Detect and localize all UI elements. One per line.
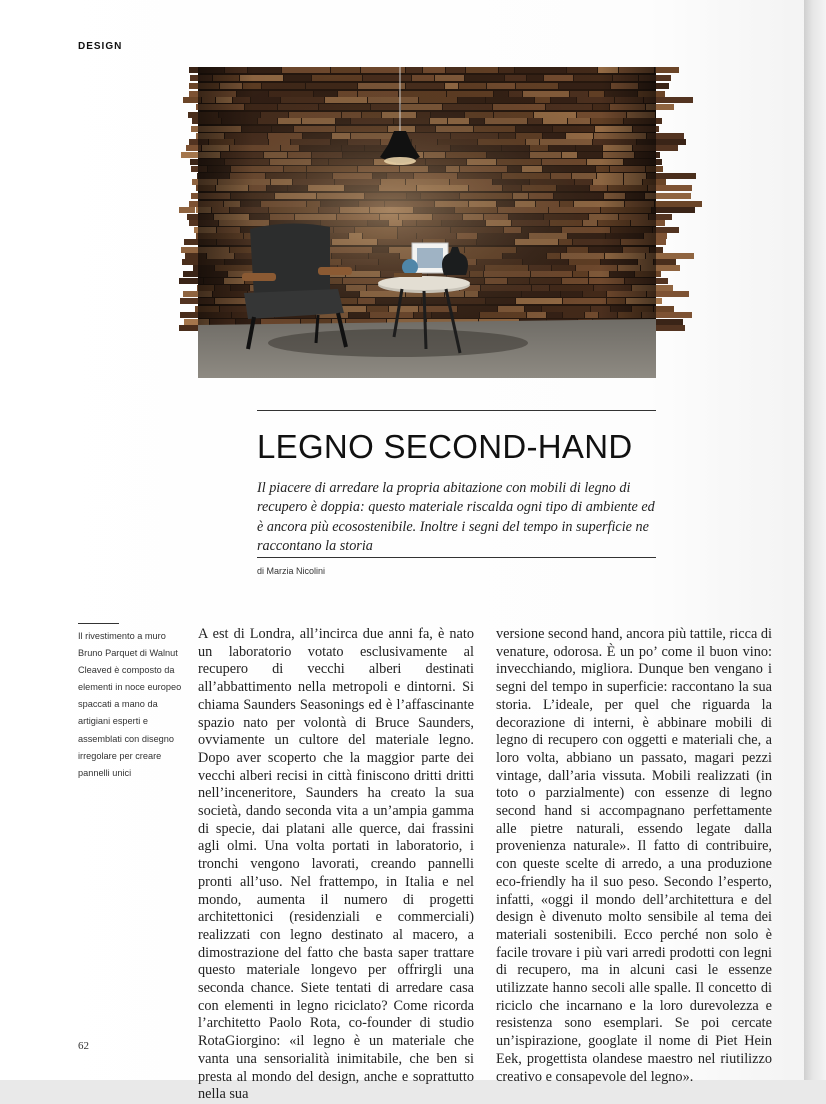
wood-block — [655, 325, 685, 331]
body-column-2: versione second hand, ancora più tattile, ricca di venature, odorosa. È un po’ come il buon vino: invecchiando, migliora. Dunque ben vengano i segni del tempo in superficie: raccontano la sua storia. L’ideale, per quel che riguarda la decorazione di interni, è abbinare mobili di legno di recupero con oggetti e materiali che, a loro volta, abbiano un passato, magari pezzi vintage, dall’aria vissuta. Mobili realizzati (in toto o parzialmente) con essenze di legno second hand si accompagnano perfettamente alle pietre naturali, essendo legate dalla provenienza naturale». Il fatto di contribuire, con queste scelte di arredo, a una produzione eco-friendly ha il suo peso. Secondo l’esperto, infatti, «oggi il mondo dell’architettura e del design è divenuto molto sensibile al tema dei materiali sostenibili. Ecco perché non solo è facile trovare i più vari arredi prodotti con legni di recupero, ma in alcuni casi le essenze utilizzate hanno secoli alle spalle. Il concetto di riciclo che incarnano e la loro durevolezza e resistenza sono esemplari. Se poi cercate un’ispirazione, googlate il nome di Piet Hein Eek, progettista olandese maestro nel riutilizzo creativo e consapevole del legno». — [496, 626, 772, 1085]
page-number: 62 — [78, 1040, 89, 1052]
article-photo — [198, 67, 656, 378]
title-rule-bottom — [257, 557, 656, 558]
title-rule-top — [257, 410, 656, 411]
byline: di Marzia Nicolini — [257, 566, 326, 576]
wood-block — [179, 207, 195, 213]
body-column-1: A est di Londra, all’incirca due anni fa, è nato un laboratorio votato esclusivamente al recupero di vecchi alberi destinati all’abbattimento nella metropoli e dintorni. Si chiama Saunders Seasonings ed è l’affascinante spazio nato per volontà di Bruce Saunders, ovviamente un cultore del materiale legno. Dopo aver scoperto che la maggior parte dei vecchi alberi recisi in città finiscono dritti dritti nell’inceneritore, Saunders ha creato la sua società, dando seconda vita a un’ampia gamma di specie, dai platani alle querce, dai frassini agli olmi. Una volta portati in laboratorio, i tronchi vengono lavorati, creando pannelli pronti all’uso. Nel frattempo, in Italia e nel mondo, aumenta il numero di progetti architettonici (residenziali e commerciali) realizzati con legno destinato al macero, a dimostrazione del fatto che basta saper trattare questo materiale longevo per offrirgli una seconda chance. Siete tentati di arredare casa con elementi in legno riciclato? Come ricorda l’architetto Paolo Rota, co-founder di studio RotaGiorgino: «il legno è un materiale che vanta una sensorialità inimitabile, che ben si presta al mondo del design, anche e soprattutto nella sua — [198, 626, 474, 1103]
wood-block — [653, 227, 679, 233]
wood-block — [652, 207, 695, 213]
wood-block — [655, 67, 679, 73]
article-deck: Il piacere di arredare la propria abitazione con mobili di legno di recupero è doppia: questo materiale riscalda ogni tipo di ambiente ed è ancora più ecosostenibile. Inoltre i segni del tempo in superficie ne raccontano la storia — [257, 480, 655, 554]
article-title: LEGNO SECOND-HAND — [257, 428, 633, 465]
wood-block — [655, 201, 702, 207]
section-label: DESIGN — [78, 41, 123, 52]
wood-block — [654, 259, 676, 265]
photo-caption: Il rivestimento a muro Bruno Parquet di Walnut Cleaved è composto da elementi in noce europeo spaccati a mano da artigiani esperti e assemblati con disegno irregolare per creare pannelli unici — [78, 631, 182, 778]
caption-rule — [78, 623, 119, 624]
page-edge-shadow — [804, 0, 826, 1080]
wood-block — [654, 306, 674, 312]
